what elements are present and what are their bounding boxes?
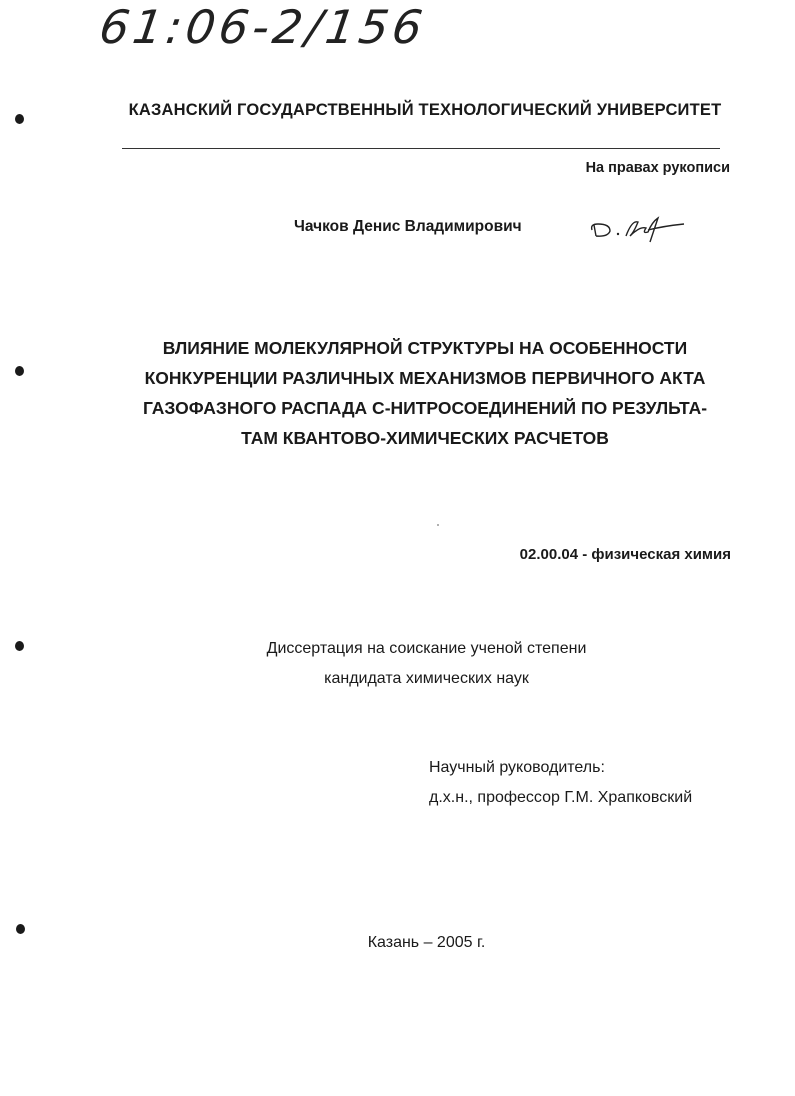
- supervisor-name: д.х.н., профессор Г.М. Храпковский: [429, 789, 693, 806]
- binding-hole-mark: [15, 366, 24, 376]
- supervisor-block: [429, 753, 692, 813]
- title-line: КОНКУРЕНЦИИ РАЗЛИЧНЫХ МЕХАНИЗМОВ ПЕРВИЧНОГО АКТА: [144, 368, 706, 388]
- place-year: Казань – 2005 г.: [367, 934, 486, 951]
- binding-hole-mark: [15, 641, 24, 651]
- title-line: ВЛИЯНИЕ МОЛЕКУЛЯРНОЙ СТРУКТУРЫ НА ОСОБЕННОСТИ: [162, 338, 688, 358]
- title-line: ТАМ КВАНТОВО-ХИМИЧЕСКИХ РАСЧЕТОВ: [241, 428, 609, 448]
- author-signature: [588, 212, 688, 244]
- degree-line: кандидата химических наук: [324, 670, 529, 687]
- title-line: ГАЗОФАЗНОГО РАСПАДА С-НИТРОСОЕДИНЕНИЙ ПО РЕЗУЛЬТА-: [142, 398, 708, 418]
- author-name: Чачков Денис Владимирович: [294, 218, 522, 235]
- archive-code: 61:06-2/156: [96, 0, 430, 54]
- binding-hole-mark: [15, 114, 24, 124]
- university-name: КАЗАНСКИЙ ГОСУДАРСТВЕННЫЙ ТЕХНОЛОГИЧЕСКИЙ УНИВЕРСИТЕТ: [128, 101, 722, 119]
- manuscript-note: На правах рукописи: [585, 160, 730, 176]
- degree-line: Диссертация на соискание ученой степени: [266, 640, 587, 657]
- binding-hole-mark: [16, 924, 25, 934]
- degree-statement: [0, 634, 795, 694]
- scan-speck: [437, 524, 439, 526]
- header-divider: [122, 148, 720, 149]
- specialty-code: 02.00.04 - физическая химия: [519, 546, 731, 563]
- supervisor-label: Научный руководитель:: [429, 759, 605, 776]
- dissertation-title: [110, 333, 740, 453]
